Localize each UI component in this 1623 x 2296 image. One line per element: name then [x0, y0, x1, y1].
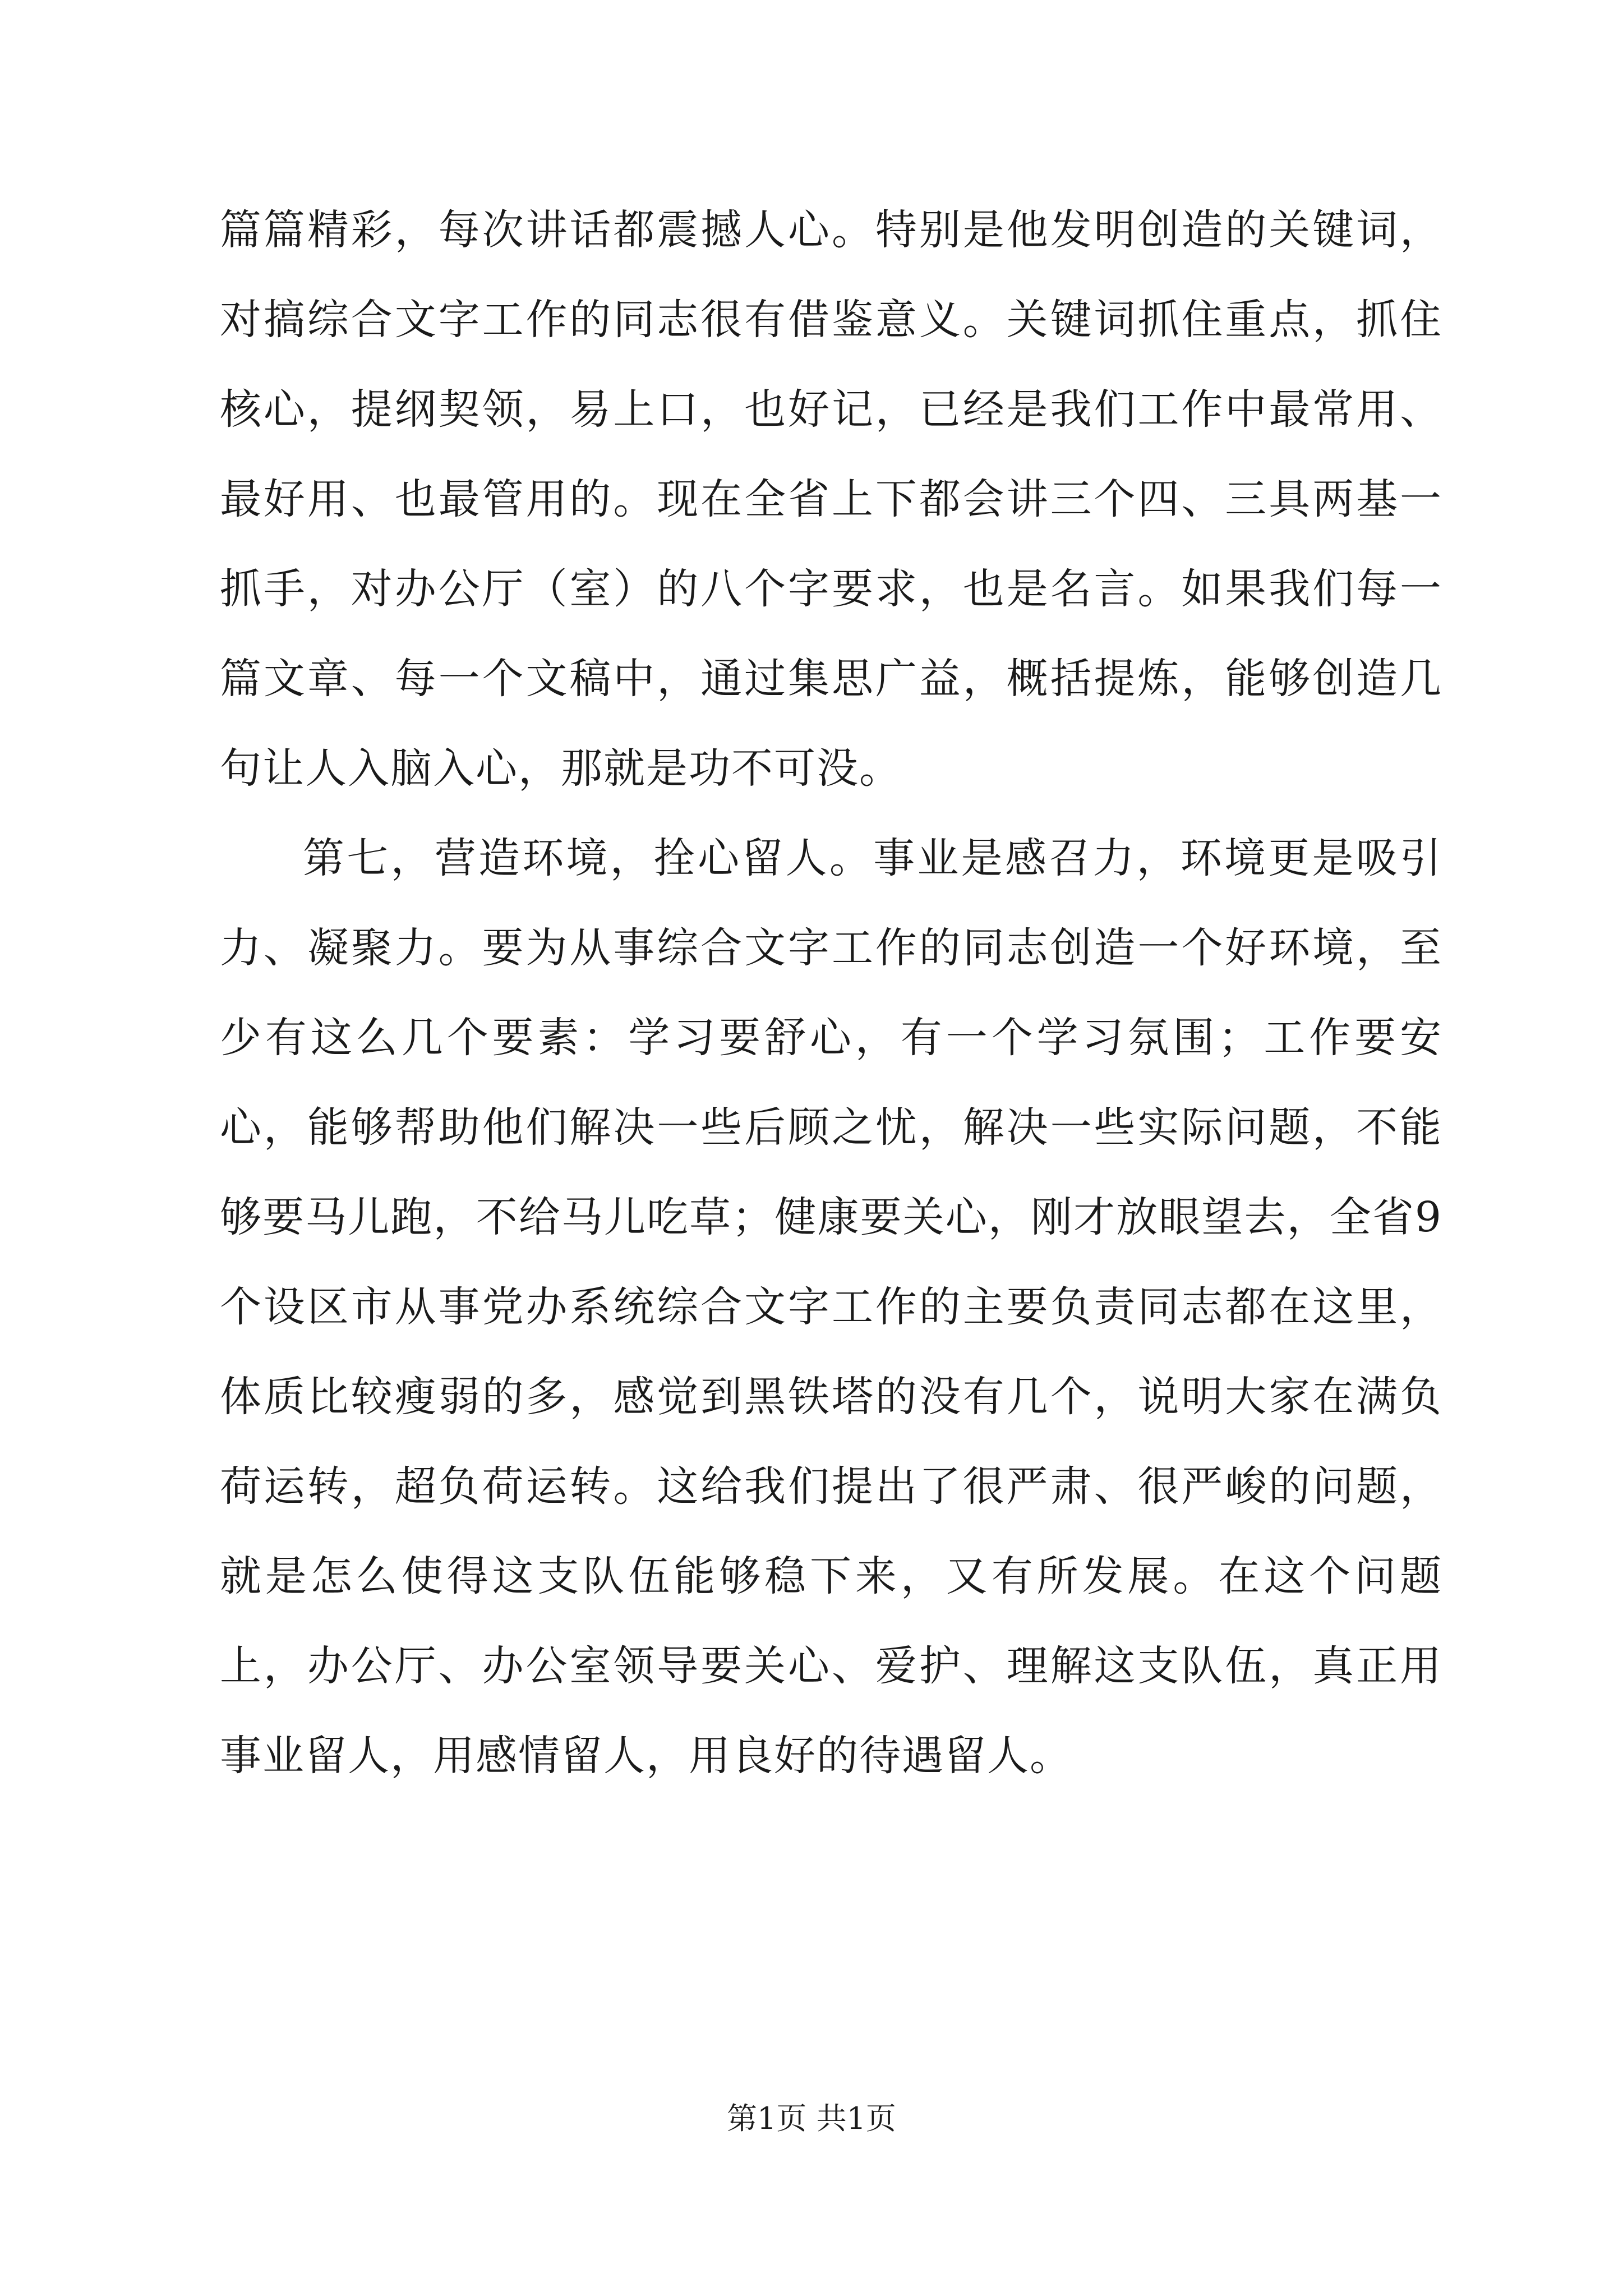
paragraph-2: 第七，营造环境，拴心留人。事业是感召力，环境更是吸引力、凝聚力。要为从事综合文字工作的同志创造一个好环境，至少有这么几个要素：学习要舒心，有一个学习氛围；工作要安心，能够帮助他们解决一些后顾之忧，解决一些实际问题，不能够要马儿跑，不给马儿吃草；健康要关心，刚才放眼望去，全省9个设区市从事党办系统综合文字工作的主要负责同志都在这里，体质比较瘦弱的多，感觉到黑铁塔的没有几个，说明大家在满负荷运转，超负荷运转。这给我们提出了很严肃、很严峻的问题，就是怎么使得这支队伍能够稳下来，又有所发展。在这个问题上，办公厅、办公室领导要关心、爱护、理解这支队伍，真正用事业留人，用感情留人，用良好的待遇留人。 [220, 834, 1442, 1780]
paragraph-1: 篇篇精彩，每次讲话都震撼人心。特别是他发明创造的关键词，对搞综合文字工作的同志很有借鉴意义。关键词抓住重点，抓住核心，提纲契领，易上口，也好记，已经是我们工作中最常用、最好用、也最管用的。现在全省上下都会讲三个四、三具两基一抓手，对办公厅（室）的八个字要求，也是名言。如果我们每一篇文章、每一个文稿中，通过集思广益，概括提炼，能够创造几句让人入脑入心，那就是功不可没。 [220, 206, 1442, 793]
page-footer: 第1页 共1页 [727, 2101, 896, 2136]
document-body [220, 185, 1442, 1801]
